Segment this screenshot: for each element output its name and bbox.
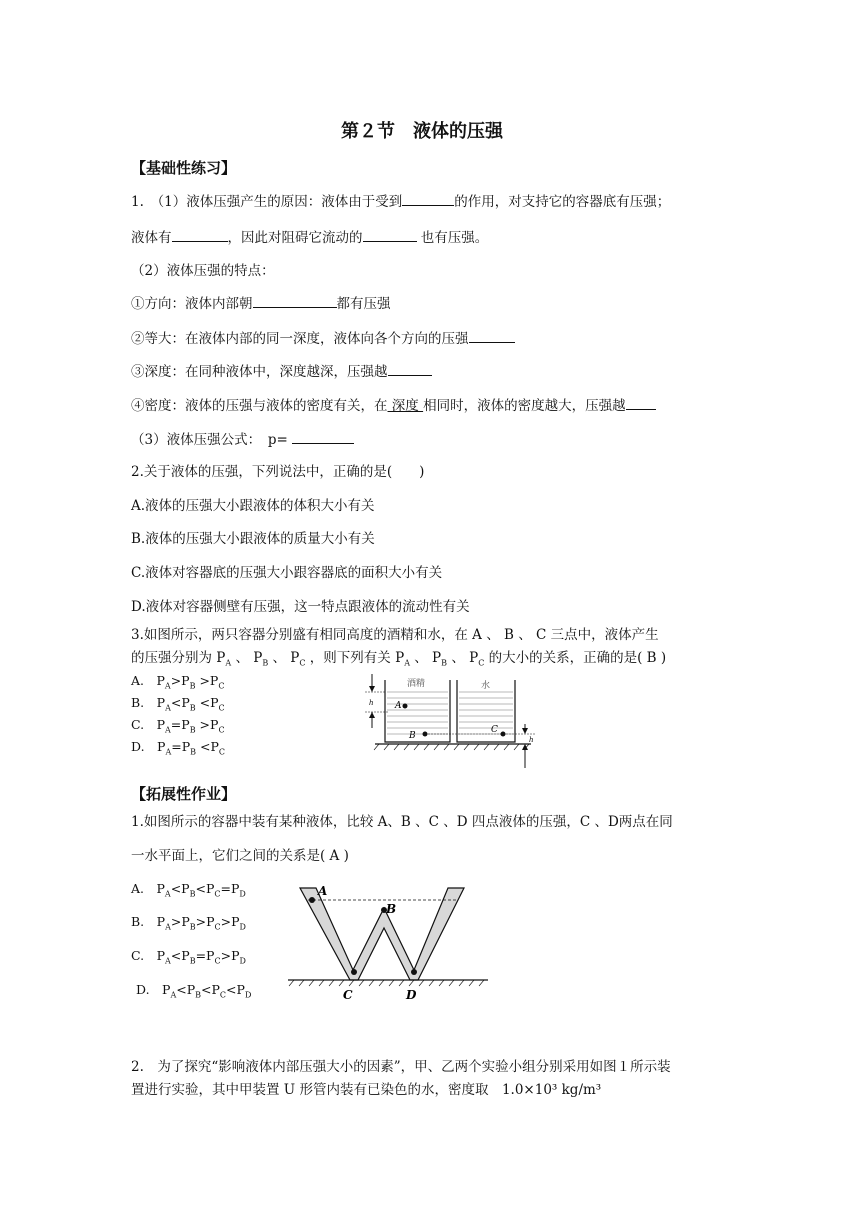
q3-option-d: [131, 738, 225, 762]
ground-hatch: [289, 980, 484, 986]
answer-blank: [402, 192, 454, 206]
opt-text: B. P: [131, 914, 166, 929]
opt-sub: C: [218, 725, 225, 735]
q1-text: ①方向：液体内部朝: [131, 296, 253, 312]
opt-text: A. P: [131, 881, 165, 896]
ground-hatch: [374, 744, 529, 750]
opt-text: >P: [195, 717, 219, 732]
opt-sub: C: [218, 681, 225, 691]
opt-sub: B: [189, 956, 196, 966]
opt-text: A. P: [131, 673, 165, 688]
e1-stem-line1: 1.如图所示的容器中装有某种液体，比较 A、B 、C 、D 四点液体的压强，C 、D两点在同: [131, 814, 673, 830]
opt-text: <P: [195, 881, 215, 896]
opt-sub: B: [195, 990, 202, 1000]
opt-text: >P: [195, 673, 219, 688]
opt-text: >P: [220, 948, 240, 963]
q1-equal: [131, 329, 515, 348]
opt-text: >P: [170, 673, 190, 688]
opt-sub: A: [165, 922, 171, 932]
opt-text: <P: [176, 982, 196, 997]
q1-text: 的作用，对支持它的容器底有压强；: [454, 194, 671, 210]
section-heading-extended: 【拓展性作业】: [131, 785, 237, 803]
opt-sub: C: [214, 889, 221, 899]
q3-sub: B: [262, 658, 269, 668]
opt-text: C. P: [131, 948, 166, 963]
page-title: 第２节 液体的压强: [341, 121, 503, 142]
opt-sub: A: [165, 956, 171, 966]
q3-text: 、 P: [409, 650, 442, 666]
opt-sub: A: [165, 725, 171, 735]
point-d: [411, 969, 417, 975]
q3-option-a: [131, 672, 224, 696]
point-c: [501, 732, 506, 737]
e1-option-a: [131, 880, 246, 904]
opt-text: =P: [195, 948, 215, 963]
opt-text: >P: [170, 914, 190, 929]
answer-blank: [626, 396, 656, 410]
h-label-right: h: [529, 736, 534, 744]
opt-text: >P: [195, 914, 215, 929]
answer-blank: [253, 294, 337, 308]
opt-sub: A: [165, 703, 171, 713]
opt-sub: A: [170, 990, 177, 1000]
point-c: [351, 969, 357, 975]
opt-sub: B: [189, 725, 196, 735]
two-containers-figure: [365, 672, 545, 772]
opt-sub: B: [190, 747, 197, 757]
opt-sub: D: [239, 956, 246, 966]
q2-option-d: D.液体对容器侧壁有压强，这一特点跟液体的流动性有关: [131, 599, 470, 615]
point-a-label: A: [318, 884, 328, 898]
e1-option-d: [136, 981, 251, 1005]
w-container: [300, 888, 464, 980]
opt-text: <P: [201, 982, 220, 997]
q3-text: 的压强分别为 P: [131, 650, 226, 666]
opt-sub: A: [164, 889, 171, 899]
answer-blank: [469, 329, 515, 343]
filled-answer: 深度: [387, 398, 424, 414]
water-liquid: [459, 692, 513, 734]
q1-text: 相同时，液体的密度越大，压强越: [423, 398, 626, 414]
point-d-label: D: [406, 988, 417, 1002]
point-a: [403, 704, 408, 709]
opt-sub: D: [244, 990, 252, 1000]
arrow-head: [522, 728, 528, 734]
q3-sub: C: [299, 658, 306, 668]
answer-blank: [363, 228, 417, 242]
opt-sub: C: [219, 990, 227, 1000]
opt-sub: B: [189, 681, 196, 691]
point-b-label: B: [409, 731, 416, 741]
q1-text: ④密度：液体的压强与液体的密度有关，在: [131, 398, 388, 414]
q3-sub: A: [225, 658, 232, 668]
point-b-label: B: [386, 902, 397, 916]
opt-text: <P: [196, 739, 219, 754]
opt-text: =P: [170, 717, 190, 732]
q1-direction: [131, 294, 391, 313]
q3-sub: A: [404, 658, 410, 668]
opt-sub: C: [214, 922, 221, 932]
q3-stem-line2: [131, 649, 666, 673]
q1-text: 都有压强: [336, 296, 391, 312]
e2-stem-line2: 置进行实验，其中甲装置 U 形管内装有已染色的水，密度取 1.0×10³ kg/m³: [131, 1082, 602, 1098]
e1-option-c: [131, 947, 246, 971]
q1-line2: [131, 228, 488, 247]
opt-sub: B: [189, 889, 196, 899]
q1-density: [131, 396, 656, 415]
arrow-head: [369, 686, 375, 692]
q2-option-c: C.液体对容器底的压强大小跟容器底的面积大小有关: [131, 565, 443, 581]
q3-text: 的大小的关系，正确的是( B ): [484, 650, 667, 666]
alcohol-label: 酒精: [407, 679, 426, 689]
q1-text: 液体有: [131, 230, 172, 246]
opt-sub: C: [218, 747, 226, 757]
opt-sub: D: [239, 922, 246, 932]
opt-sub: D: [239, 889, 246, 899]
opt-sub: C: [214, 956, 221, 966]
q2-option-b: B.液体的压强大小跟液体的质量大小有关: [131, 531, 375, 547]
point-a: [309, 897, 315, 903]
opt-text: B. P: [131, 695, 166, 710]
q1-formula: [131, 430, 354, 449]
e1-option-b: [131, 913, 246, 937]
q1-line1: [131, 192, 670, 211]
alcohol-container: [385, 680, 450, 742]
q3-text: 、 P: [231, 650, 263, 666]
section-heading-basic: 【基础性练习】: [131, 159, 237, 177]
q1-text: ，因此对阻碍它流动的: [227, 230, 363, 246]
q1-text: （3）液体压强公式： p=: [131, 432, 293, 448]
q1-text: 1. （1）液体压强产生的原因：液体由于受到: [131, 194, 403, 210]
opt-text: <P: [170, 695, 190, 710]
e2-stem-line1: 2. 为了探究“影响液体内部压强大小的因素”，甲、乙两个实验小组分别采用如图１所示装: [131, 1059, 671, 1075]
opt-sub: B: [189, 922, 196, 932]
w-container-figure: [288, 880, 488, 1005]
opt-text: =P: [220, 881, 240, 896]
q3-stem-line1: 3.如图所示，两只容器分别盛有相同高度的酒精和水，在 A 、 B 、 C 三点中，液体产生: [131, 627, 659, 643]
q3-text: 、 P: [447, 650, 479, 666]
alcohol-liquid: [387, 692, 448, 734]
point-c-label: C: [343, 988, 353, 1002]
q2-option-a: A.液体的压强大小跟液体的体积大小有关: [131, 498, 375, 514]
q1-text: ③深度：在同种液体中，深度越深，压强越: [131, 364, 388, 380]
opt-text: <P: [170, 948, 190, 963]
point-a-label: A: [395, 701, 402, 711]
water-label: 水: [481, 681, 491, 691]
opt-sub: C: [218, 703, 225, 713]
q3-option-c: [131, 716, 225, 740]
q1-depth: [131, 362, 432, 381]
opt-sub: A: [164, 681, 171, 691]
opt-text: <P: [170, 881, 190, 896]
q1-text: 也有压强。: [416, 230, 489, 246]
point-c-label: C: [491, 725, 498, 735]
h-label-left: h: [369, 699, 374, 707]
q2-stem: 2.关于液体的压强，下列说法中，正确的是( ): [131, 464, 425, 480]
answer-blank: [388, 362, 432, 376]
opt-text: D. P: [131, 739, 166, 754]
opt-sub: A: [165, 747, 172, 757]
q1-text: ②等大：在液体内部的同一深度，液体向各个方向的压强: [131, 331, 469, 347]
opt-text: =P: [171, 739, 191, 754]
opt-text: <P: [226, 982, 245, 997]
arrow-head: [522, 744, 528, 750]
answer-blank: [292, 430, 354, 444]
opt-text: >P: [220, 914, 240, 929]
e1-stem-line2: 一水平面上，它们之间的关系是( A ): [131, 848, 349, 864]
q1-part2: （2）液体压强的特点：: [131, 263, 275, 279]
opt-sub: B: [189, 703, 196, 713]
opt-text: C. P: [131, 717, 166, 732]
opt-text: D. P: [136, 982, 171, 997]
q3-text: ，则下列有关 P: [305, 650, 405, 666]
q3-sub: C: [478, 658, 485, 668]
answer-blank: [172, 228, 228, 242]
q3-option-b: [131, 694, 225, 718]
opt-text: <P: [195, 695, 219, 710]
q3-sub: B: [441, 658, 448, 668]
q3-text: 、 P: [268, 650, 300, 666]
